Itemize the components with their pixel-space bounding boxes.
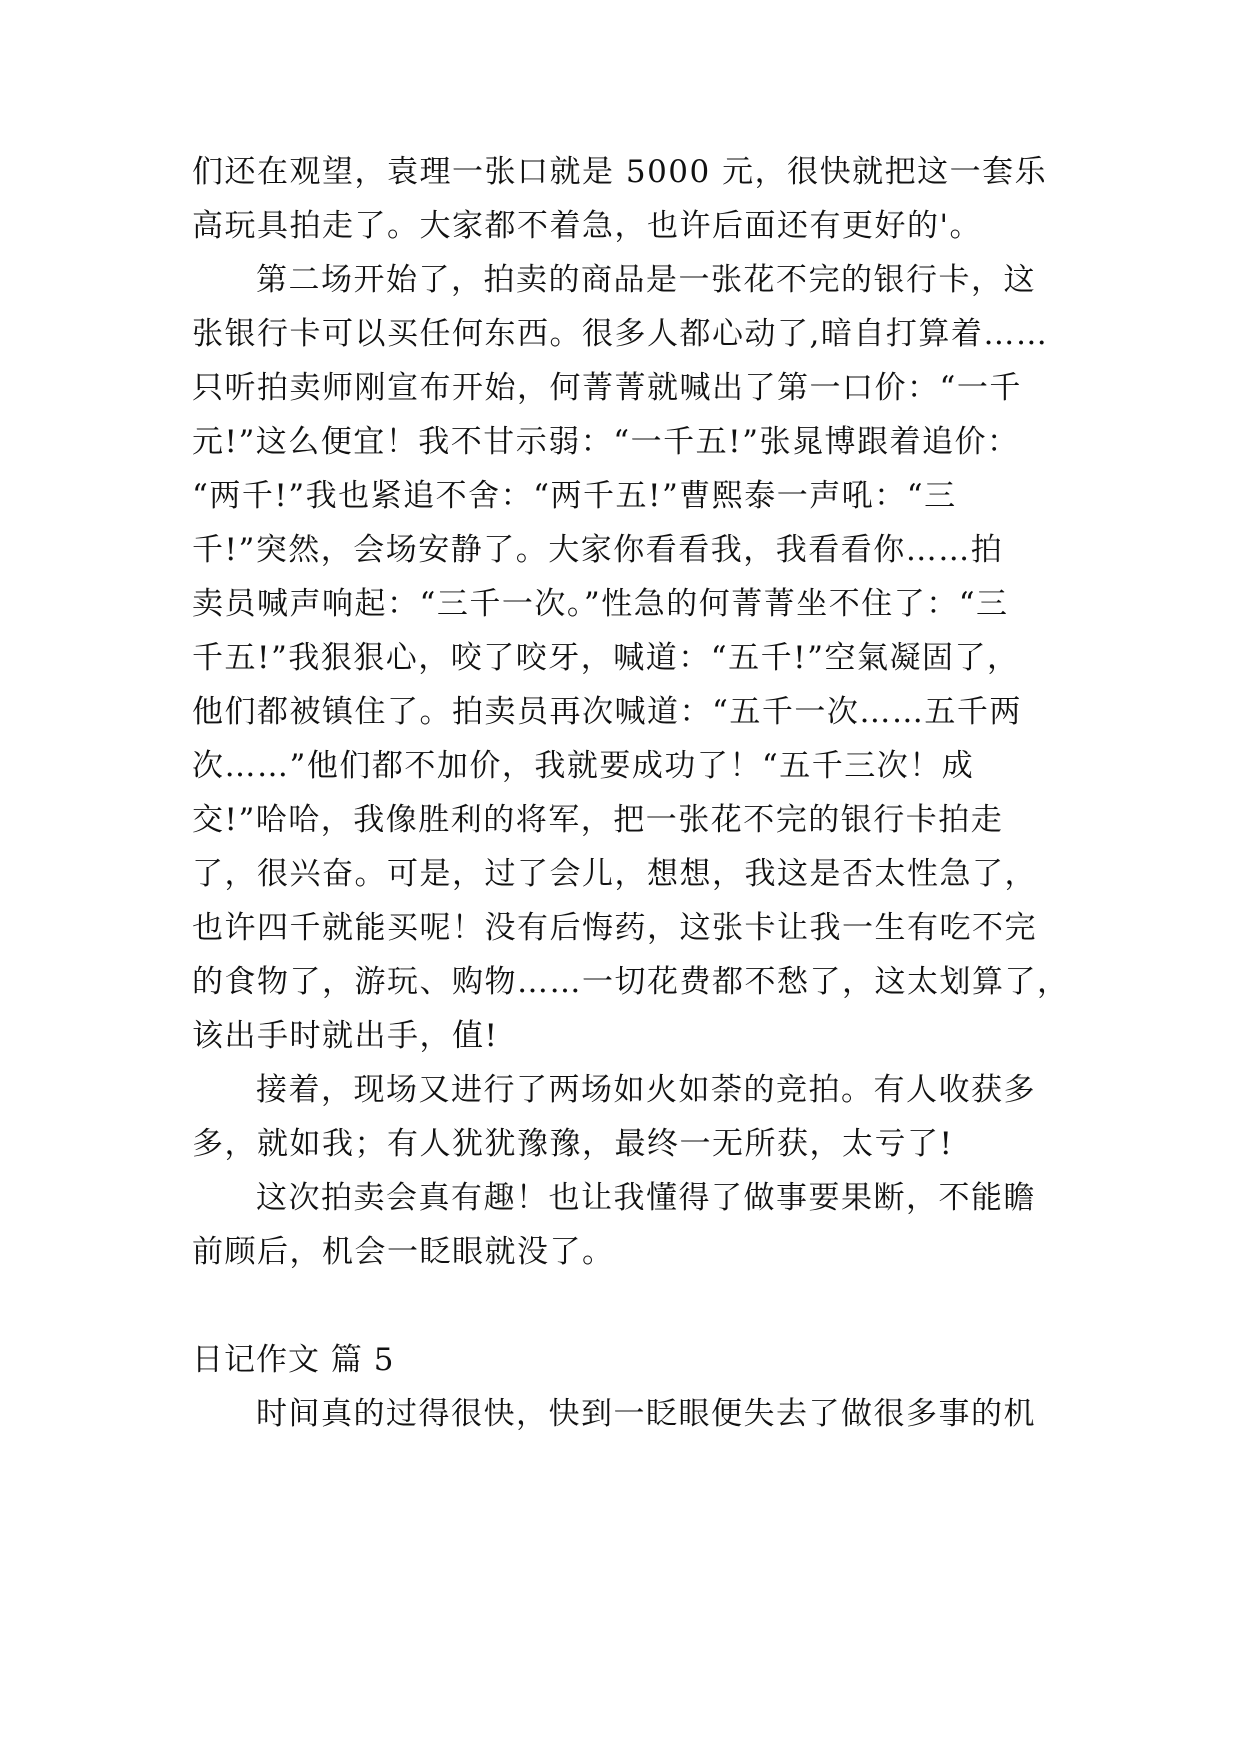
- text-line: 该出手时就出手，值!: [192, 1018, 499, 1054]
- text-line: 也许四千就能买呢！没有后悔药，这张卡让我一生有吃不完: [192, 910, 1037, 946]
- text-line: 的食物了，游玩、购物……一切花费都不愁了，这太划算了，: [192, 964, 1070, 1000]
- text-line: 只听拍卖师刚宣布开始，何菁菁就喊出了第一口价：“一千: [192, 370, 1022, 406]
- text-line: 高玩具拍走了。大家都不着急，也许后面还有更好的'。: [192, 208, 983, 244]
- text-line: 千五!”我狠狠心，咬了咬牙，喊道：“五千!”空氣凝固了，: [192, 640, 1020, 676]
- paragraph-start-line: 这次拍卖会真有趣！也让我懂得了做事要果断，不能瞻: [256, 1180, 1036, 1216]
- paragraph-start-line: 接着，现场又进行了两场如火如荼的竞拍。有人收获多: [256, 1072, 1036, 1108]
- text-line: 千!”突然，会场安静了。大家你看看我，我看看你……拍: [192, 532, 1004, 568]
- text-line: 交!”哈哈，我像胜利的将军，把一张花不完的银行卡拍走: [192, 802, 1004, 838]
- text-line: 次……”他们都不加价，我就要成功了！“五千三次！成: [192, 748, 975, 784]
- text-line: 多，就如我；有人犹犹豫豫，最终一无所获，太亏了!: [192, 1126, 954, 1162]
- text-line: 元!”这么便宜！我不甘示弱：“一千五!”张晁博跟着追价：: [192, 424, 1020, 460]
- text-line: 前顾后，机会一眨眼就没了。: [192, 1234, 615, 1270]
- text-line: 张银行卡可以买任何东西。很多人都心动了,暗自打算着……: [192, 316, 1049, 352]
- paragraph-start-line: 时间真的过得很快，快到一眨眼便失去了做很多事的机: [256, 1396, 1036, 1432]
- text-line: 们还在观望，袁理一张口就是 5000 元，很快就把这一套乐: [192, 154, 1048, 190]
- text-line: 他们都被镇住了。拍卖员再次喊道：“五千一次……五千两: [192, 694, 1022, 730]
- text-line: “两千!”我也紧追不舍：“两千五!”曹熙泰一声吼：“三: [192, 478, 957, 514]
- section-heading: 日记作文 篇 5: [192, 1342, 395, 1378]
- paragraph-start-line: 第二场开始了，拍卖的商品是一张花不完的银行卡，这: [256, 262, 1036, 298]
- text-line: 卖员喊声响起：“三千一次。”性急的何菁菁坐不住了：“三: [192, 586, 1009, 622]
- text-line: 了，很兴奋。可是，过了会儿，想想，我这是否太性急了，: [192, 856, 1037, 892]
